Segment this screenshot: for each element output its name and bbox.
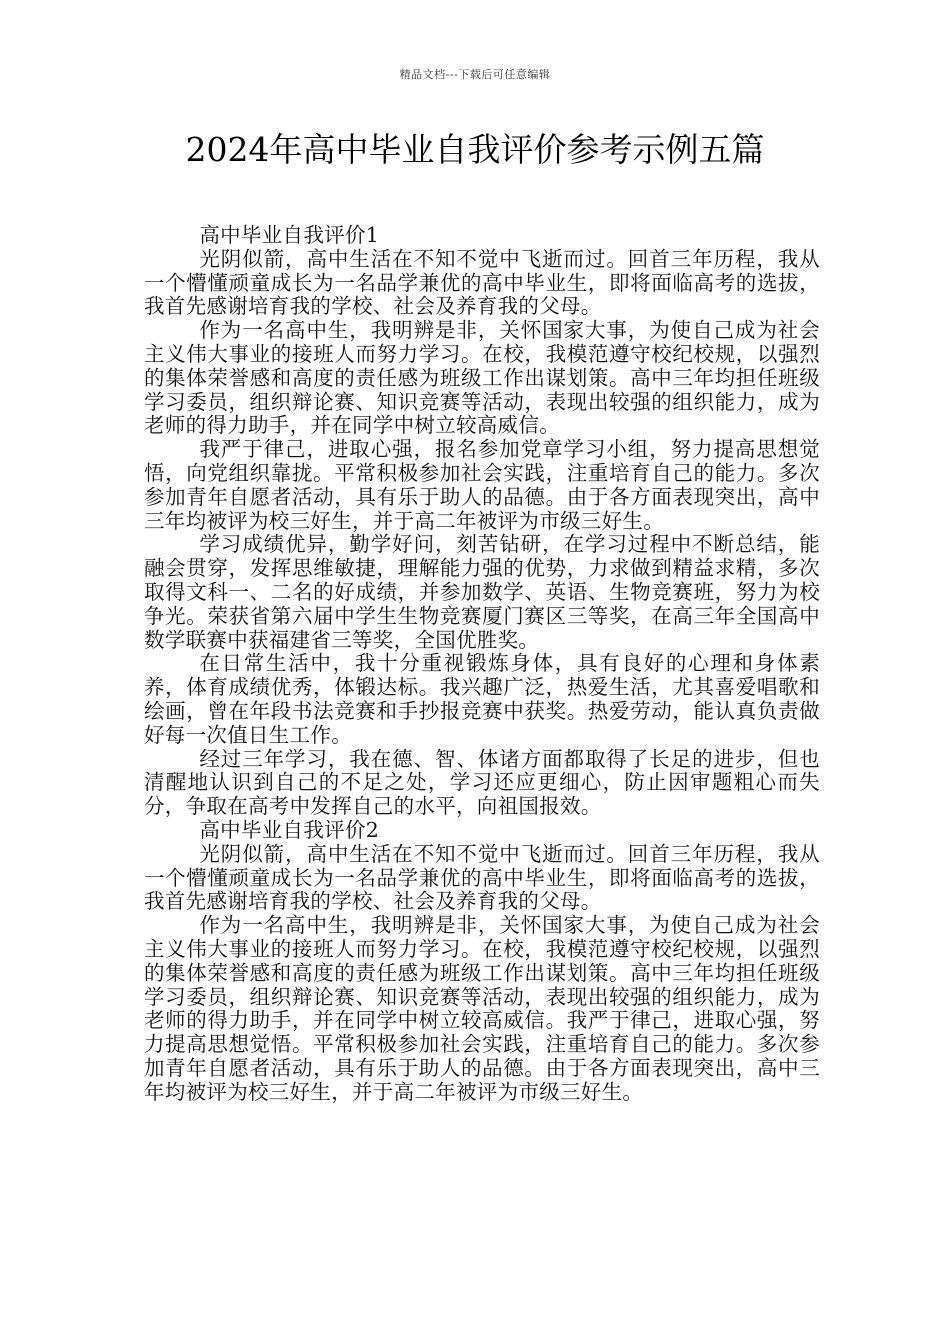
- document-body: [144, 224, 820, 1104]
- section-heading-2: 高中毕业自我评价2: [199, 817, 380, 842]
- document-title: 2024年高中毕业自我评价参考示例五篇: [185, 130, 765, 169]
- paragraph: 光阴似箭，高中生活在不知不觉中飞逝而过。回首三年历程，我从一个懵懂顽童成长为一名品学兼优的高中毕业生，即将面临高考的选拔，我首先感谢培育我的学校、社会及养育我的父母。: [144, 841, 820, 914]
- paragraph: 学习成绩优异，勤学好问，刻苦钻研，在学习过程中不断总结，能融会贯穿，发挥思维敏捷，理解能力强的优势，力求做到精益求精，多次取得文科一、二名的好成绩，并参加数学、英语、生物竞赛班，努力为校争光。荣获省第六届中学生生物竞赛厦门赛区三等奖，在高三年全国高中数学联赛中获福建省三等奖，全国优胜奖。: [144, 532, 820, 652]
- paragraph: 在日常生活中，我十分重视锻炼身体，具有良好的心理和身体素养，体育成绩优秀，体锻达标。我兴趣广泛，热爱生活，尤其喜爱唱歌和绘画，曾在年段书法竞赛和手抄报竞赛中获奖。热爱劳动，能认真负责做好每一次值日生工作。: [144, 651, 820, 747]
- header-note: 精品文档---下载后可任意编辑: [399, 68, 551, 81]
- paragraph: 经过三年学习，我在德、智、体诸方面都取得了长足的进步，但也清醒地认识到自己的不足之处，学习还应更细心，防止因审题粗心而失分，争取在高考中发挥自己的水平，向祖国报效。: [144, 746, 820, 819]
- paragraph: 作为一名高中生，我明辨是非，关怀国家大事，为使自己成为社会主义伟大事业的接班人而努力学习。在校，我模范遵守校纪校规，以强烈的集体荣誉感和高度的责任感为班级工作出谋划策。高中三年均担任班级学习委员，组织辩论赛、知识竞赛等活动，表现出较强的组织能力，成为老师的得力助手，并在同学中树立较高威信。: [144, 318, 820, 438]
- paragraph: 我严于律己，进取心强，报名参加党章学习小组，努力提高思想觉悟，向党组织靠拢。平常积极参加社会实践，注重培育自己的能力。多次参加青年自愿者活动，具有乐于助人的品德。由于各方面表现突出，高中三年均被评为校三好生，并于高二年被评为市级三好生。: [144, 437, 820, 533]
- paragraph: 光阴似箭，高中生活在不知不觉中飞逝而过。回首三年历程，我从一个懵懂顽童成长为一名品学兼优的高中毕业生，即将面临高考的选拔，我首先感谢培育我的学校、社会及养育我的父母。: [144, 246, 820, 319]
- paragraph: 作为一名高中生，我明辨是非，关怀国家大事，为使自己成为社会主义伟大事业的接班人而努力学习。在校，我模范遵守校纪校规，以强烈的集体荣誉感和高度的责任感为班级工作出谋划策。高中三年均担任班级学习委员，组织辩论赛、知识竞赛等活动，表现出较强的组织能力，成为老师的得力助手，并在同学中树立较高威信。我严于律己，进取心强，努力提高思想觉悟。平常积极参加社会实践，注重培育自己的能力。多次参加青年自愿者活动，具有乐于助人的品德。由于各方面表现突出，高中三年均被评为校三好生，并于高二年被评为市级三好生。: [144, 913, 820, 1104]
- section-heading-1: 高中毕业自我评价1: [199, 223, 380, 247]
